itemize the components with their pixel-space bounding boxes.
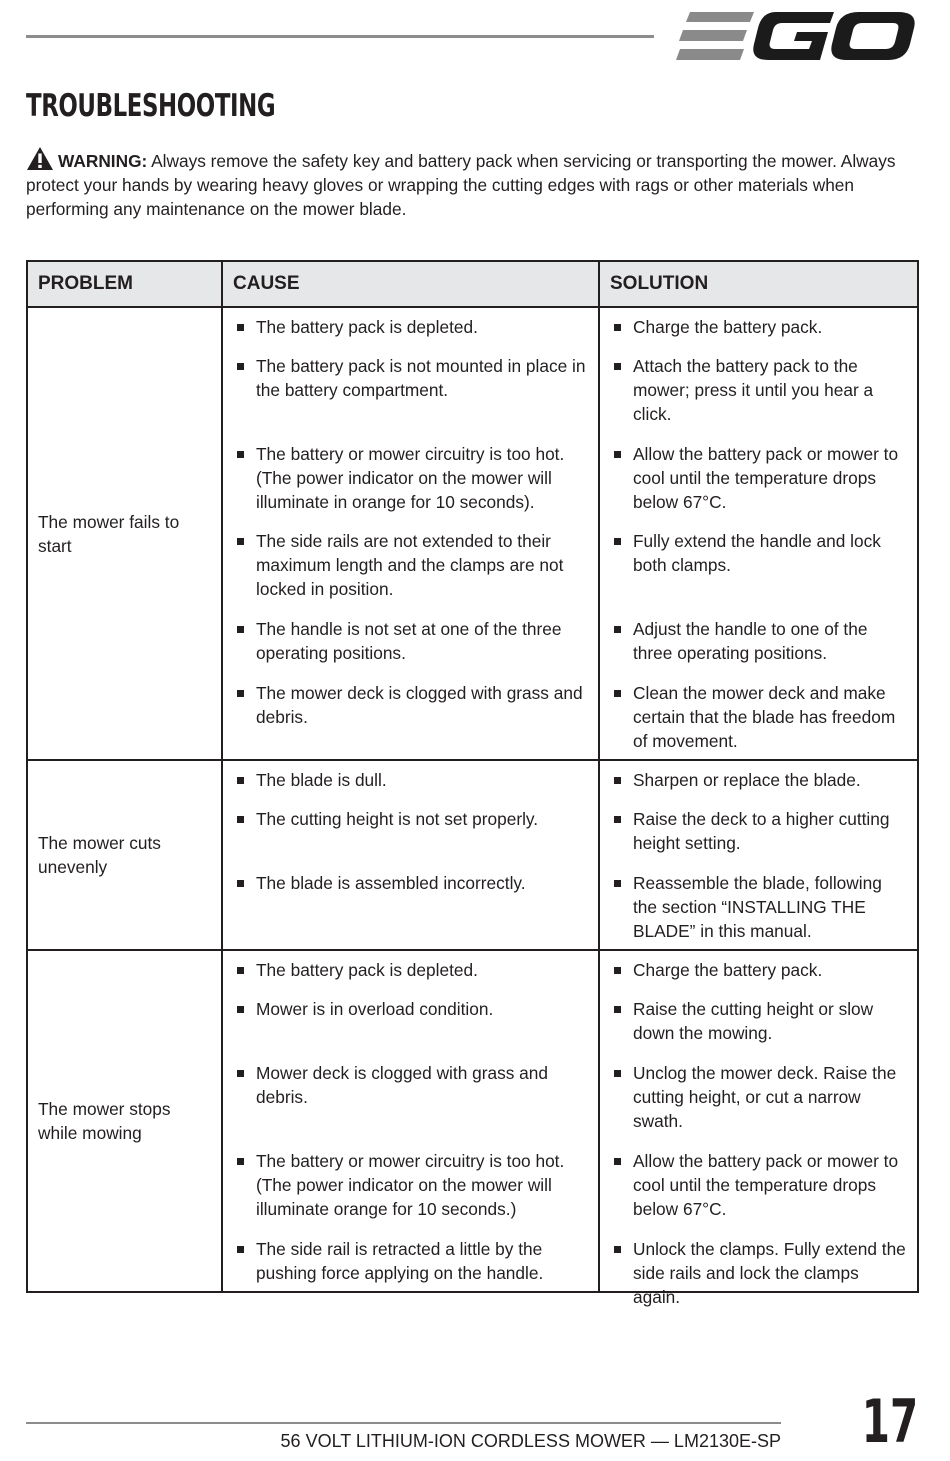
ego-logo	[676, 8, 916, 64]
table-row	[27, 760, 918, 950]
table-row	[27, 307, 918, 760]
problem-cell	[27, 760, 222, 950]
list-item: The cutting height is not set properly.	[233, 807, 588, 871]
list-item: The mower deck is clogged with grass and debris.	[233, 681, 588, 753]
header-rule	[26, 35, 654, 38]
problem-text: The mower fails to start	[38, 511, 180, 556]
warning-label: WARNING:	[58, 151, 148, 171]
list-item: Unclog the mower deck. Raise the cutting height, or cut a narrow swath.	[610, 1061, 907, 1149]
list-item: The battery or mower circuitry is too hot. (The power indicator on the mower will illuminate in orange for 10 seconds).	[233, 442, 588, 529]
warning-text: Always remove the safety key and battery pack when servicing or transporting the mower. Always protect your hands by wearing heavy gloves or wrapping the cutting edges with rags or other materials when performing any maintenance on the mower blade.	[26, 151, 896, 219]
list-item: The battery pack is not mounted in place in the battery compartment.	[233, 354, 588, 442]
list-item: Unlock the clamps. Fully extend the side rails and lock the clamps again.	[610, 1237, 907, 1285]
table-row	[27, 950, 918, 1292]
list-item: Raise the deck to a higher cutting height setting.	[610, 807, 907, 871]
table-header-row	[27, 261, 918, 307]
list-item: The battery pack is depleted.	[233, 958, 588, 997]
header-cause: CAUSE	[222, 261, 599, 307]
problem-text: The mower stops while mowing	[38, 1099, 171, 1143]
solution-cell	[599, 307, 918, 760]
problem-text: The mower cuts unevenly	[38, 833, 161, 877]
list-item: Mower deck is clogged with grass and debris.	[233, 1061, 588, 1149]
page-number: 17	[861, 1387, 918, 1457]
list-item: Clean the mower deck and make certain that the blade has freedom of movement.	[610, 681, 907, 753]
page-title: TROUBLESHOOTING	[26, 88, 276, 124]
list-item: Fully extend the handle and lock both clamps.	[610, 529, 907, 617]
list-item: Mower is in overload condition.	[233, 997, 588, 1061]
list-item: Attach the battery pack to the mower; press it until you hear a click.	[610, 354, 907, 442]
header-problem: PROBLEM	[27, 261, 222, 307]
problem-cell	[27, 950, 222, 1292]
list-item: Raise the cutting height or slow down the mowing.	[610, 997, 907, 1061]
list-item: The side rail is retracted a little by the pushing force applying on the handle.	[233, 1237, 588, 1285]
solution-cell	[599, 950, 918, 1307]
list-item: Adjust the handle to one of the three operating positions.	[610, 617, 907, 681]
list-item: The handle is not set at one of the three operating positions.	[233, 617, 588, 681]
list-item: The battery pack is depleted.	[233, 315, 588, 354]
list-item: Charge the battery pack.	[610, 315, 907, 354]
list-item: Reassemble the blade, following the section “INSTALLING THE BLADE” in this manual.	[610, 871, 907, 943]
problem-cell	[27, 307, 222, 760]
list-item: Allow the battery pack or mower to cool until the temperature drops below 67°C.	[610, 442, 907, 529]
cause-cell	[222, 307, 599, 760]
list-item: The blade is dull.	[233, 768, 588, 807]
troubleshooting-table	[26, 260, 919, 1307]
solution-cell	[599, 760, 918, 950]
list-item: The battery or mower circuitry is too hot. (The power indicator on the mower will illuminate orange for 10 seconds.)	[233, 1149, 588, 1237]
cause-cell	[222, 760, 599, 950]
footer-rule	[26, 1422, 781, 1424]
warning-triangle-icon	[26, 146, 54, 171]
list-item: Charge the battery pack.	[610, 958, 907, 997]
list-item: The blade is assembled incorrectly.	[233, 871, 588, 943]
footer-product-title: 56 VOLT LITHIUM-ION CORDLESS MOWER — LM2130E-SP	[280, 1431, 781, 1451]
list-item: Allow the battery pack or mower to cool until the temperature drops below 67°C.	[610, 1149, 907, 1237]
list-item: The side rails are not extended to their maximum length and the clamps are not locked in position.	[233, 529, 588, 617]
cause-cell	[222, 950, 599, 1292]
warning-notice	[26, 146, 921, 221]
list-item: Sharpen or replace the blade.	[610, 768, 907, 807]
header-solution: SOLUTION	[599, 261, 918, 307]
